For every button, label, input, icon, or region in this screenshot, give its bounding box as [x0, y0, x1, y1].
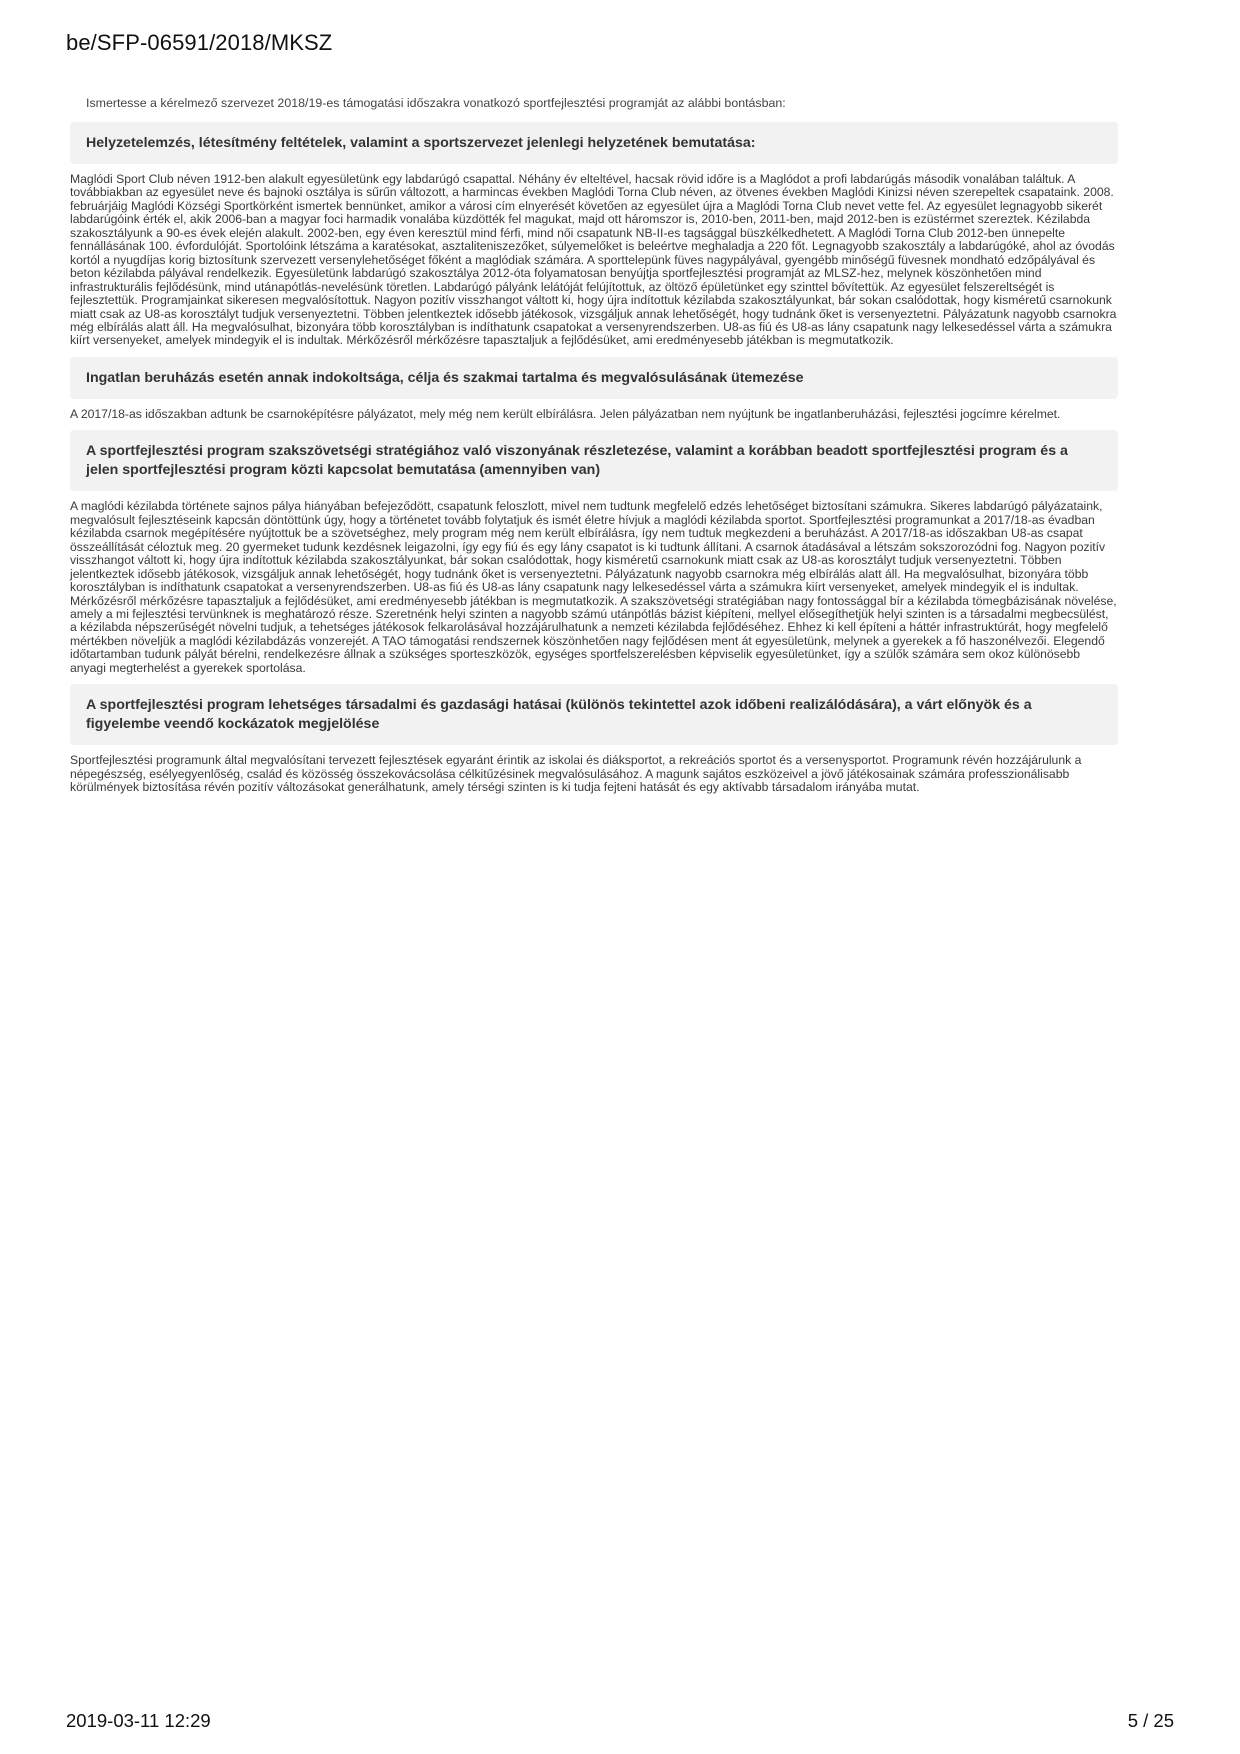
- section-body: A 2017/18-as időszakban adtunk be csarnoképítésre pályázatot, mely még nem került elbírálásra. Jelen pályázatban nem nyújtunk be ingatlanberuházási, fejlesztési jogcímre kérelmet.: [70, 406, 1061, 421]
- document-id: be/SFP-06591/2018/MKSZ: [66, 30, 333, 55]
- section-heading: Helyzetelemzés, létesítmény feltételek, valamint a sportszervezet jelenlegi helyzetének bemutatása:: [70, 122, 1118, 164]
- section-body: Maglódi Sport Club néven 1912-ben alakult egyesületünk egy labdarúgó csapattal. Néhány év elteltével, hacsak rövid időre is a Maglódot a profi labdarúgás második vonalában találtuk. A továbbiakban az egyesület neve és bajnoki osztálya is sűrűn változott, a harmincas években Maglódi Torna Club néven, az ötvenes években Maglódi Kinizsi néven szerepeltek csapataink. 2008. februárjáig Maglódi Községi Sportkörként ismertek bennünket, amikor a városi cím elnyerését követően az egyesület újra a Maglódi Torna Club nevet vette fel. Az egyesület legnagyobb sikerét labdarúgóink érték el, akik 2006-ban a magyar foci harmadik vonalába küzdötték fel magukat, majd ott háromszor is, 2010-ben, 2011-ben, majd 2012-ben is ezüstérmet szereztek. Kézilabda szakosztályunk a 90-es évek elején alakult. 2002-ben, egy éven keresztül mind férfi, mind női csapatunk NB-II-es tagsággal büszkélkedhetett. A Maglódi Torna Club 2012-ben ünnepelte fennállásának 100. évfordulóját. Sportolóink létszáma a karatésokat, asztaliteniszezőket, súlyemelőket is beleértve meghaladja a 220 főt. Legnagyobb szakosztály a labdarúgóké, ahol az óvodás kortól a nyugdíjas korig biztosítunk szervezett versenylehetőséget főként a maglódiak számára. A sporttelepünk füves nagypályával, gyengébb minőségű füvesnek mondható edzőpályával és beton kézilabda pályával rendelkezik. Egyesületünk labdarúgó szakosztálya 2012-óta folyamatosan benyújtja sportfejlesztési programját az MLSZ-hez, melynek köszönhetően mind infrastrukturális fejlődésünk, mind utánapótlás-nevelésünk töretlen. Labdarúgó pályánk lelátóját felújítottuk, az öltöző épületünket egy szinttel bővítettük. Az egyesület felszereltségét is fejlesztettük. Programjainkat sikeresen megvalósítottuk. Nagyon pozitív visszhangot váltott ki, hogy újra indítottuk kézilabda szakosztályunkat, bár sokan csalódottak, hogy kisméretű csarnokunk miatt csak az U8-as korosztályt tudjuk versenyeztetni. Többen jelentkeztek idősebb játékosok, vizsgáljuk annak lehetőségét, hogy tudnánk őket is versenyeztetni. Pályázatunk nagyobb csarnokra még elbírálás alatt áll. Ha megvalósulhat, bizonyára több korosztályban is indíthatunk csapatokat a versenyrendszerben. U8-as fiú és U8-as lány csapatunk nagy lelkesedéssel várta a számukra kiírt versenyeket, amelyek mindegyik el is indultak. Mérkőzésről mérkőzésre tapasztaljuk a fejlődésüket, ami eredményesebb játékban is megmutatkozik.: [70, 172, 1117, 348]
- section-situation-analysis: [70, 122, 1118, 348]
- section-federation-strategy: [70, 430, 1118, 675]
- document-content: [70, 96, 1118, 804]
- section-heading: Ingatlan beruházás esetén annak indokoltsága, célja és szakmai tartalma és megvalósulásának ütemezése: [70, 357, 1118, 399]
- section-real-estate-investment: [70, 357, 1118, 421]
- section-heading: A sportfejlesztési program szakszövetségi stratégiához való viszonyának részletezése, valamint a korábban beadott sportfejlesztési program és a jelen sportfejlesztési program közti kapcsolat bemutatása (amennyiben van): [70, 430, 1118, 491]
- footer-datetime: 2019-03-11 12:29: [66, 1710, 211, 1731]
- section-body: Sportfejlesztési programunk által megvalósítani tervezett fejlesztések egyaránt érintik az iskolai és diáksportot, a rekreációs sportot és a versenysportot. Programunk révén hozzájárulunk a népegészség, esélyegyenlőség, család és közösség összekovácsolása célkitűzésinek megvalósulásához. A magunk sajátos eszközeivel a jövő játékosainak számára professzionálisabb körülmények biztosítása révén pozitív változásokat generálhatunk, amely térségi szinten is ki tudja fejteni hatását és egy aktívabb társadalom irányába mutat.: [70, 753, 1082, 795]
- section-social-economic-impact: [70, 684, 1118, 794]
- intro-text: Ismertesse a kérelmező szervezet 2018/19-es támogatási időszakra vonatkozó sportfejlesztési programját az alábbi bontásban:: [86, 96, 786, 110]
- section-heading: A sportfejlesztési program lehetséges társadalmi és gazdasági hatásai (különös tekintettel azok időbeni realizálódására), a várt előnyök és a figyelembe veendő kockázatok megjelölése: [70, 684, 1118, 745]
- footer-page-number: 5 / 25: [1127, 1710, 1174, 1731]
- section-body: A maglódi kézilabda története sajnos pálya hiányában befejeződött, csapatunk feloszlott, mivel nem tudtunk megfelelő edzés lehetőséget biztosítani számukra. Sikeres labdarúgó pályázataink, megvalósult fejlesztéseink kapcsán döntöttünk úgy, hogy a történetet tovább folytatjuk és ismét életre hívjuk a maglódi kézilabda sportot. Sportfejlesztési programunkat a 2017/18-as évadban kézilabda csarnok megépítésére nyújtottuk be a szövetséghez, mely program még nem került elbírálásra, így nem tudtuk megkezdeni a beruházást. A 2017/18-as időszakban U8-as csapat összeállítását céloztuk meg. 20 gyermeket tudunk kezdésnek leigazolni, így egy fiú és egy lány csapatot is ki tudtunk állítani. A csarnok átadásával a létszám sokszorozódni fog. Nagyon pozitív visszhangot váltott ki, hogy újra indítottuk kézilabda szakosztályunkat, bár sokan csalódottak, hogy kisméretű csarnokunk miatt csak az U8-as korosztályt tudjuk versenyeztetni. Többen jelentkeztek idősebb játékosok, vizsgáljuk annak lehetőségét, hogy tudnánk őket is versenyeztetni. Pályázatunk nagyobb csarnokra még elbírálás alatt áll. Ha megvalósulhat, bizonyára több korosztályban is indíthatunk csapatokat a versenyrendszerben. U8-as fiú és U8-as lány csapatunk nagy lelkesedéssel várta a számukra kiírt versenyeket, amelyek mindegyik el is indultak. Mérkőzésről mérkőzésre tapasztaljuk a fejlődésüket, ami eredményesebb játékban is megmutatkozik. A szakszövetségi stratégiában nagy fontossággal bír a kézilabda tömegbázisának növelése, amely a mi fejlesztési tervünknek is meghatározó része. Szeretnénk helyi szinten a nagyobb számú utánpótlás bázist kiépíteni, mellyel elősegíthetjük helyi szinten is a társadalmi megbecsülést, a kézilabda népszerűségét növelni tudjuk, a tehetséges játékosok felkarolásával hozzájárulhatunk a nemzeti kézilabda fejlődéséhez. Ehhez ki kell építeni a háttér infrastruktúrát, hogy megfelelő mértékben növeljük a maglódi kézilabdázás vonzerejét. A TAO támogatási rendszernek köszönhetően nagy fejlődésen ment át egyesületünk, melynek a gyerekek a fő haszonélvezői. Elegendő időtartamban tudunk pályát bérelni, rendelkezésre állnak a szükséges sporteszközök, egységes sportfelszerelésben képviselik egyesületünket, így a szülők számára sem okoz különösebb anyagi megterhelést a gyerekek sportolása.: [70, 499, 1117, 675]
